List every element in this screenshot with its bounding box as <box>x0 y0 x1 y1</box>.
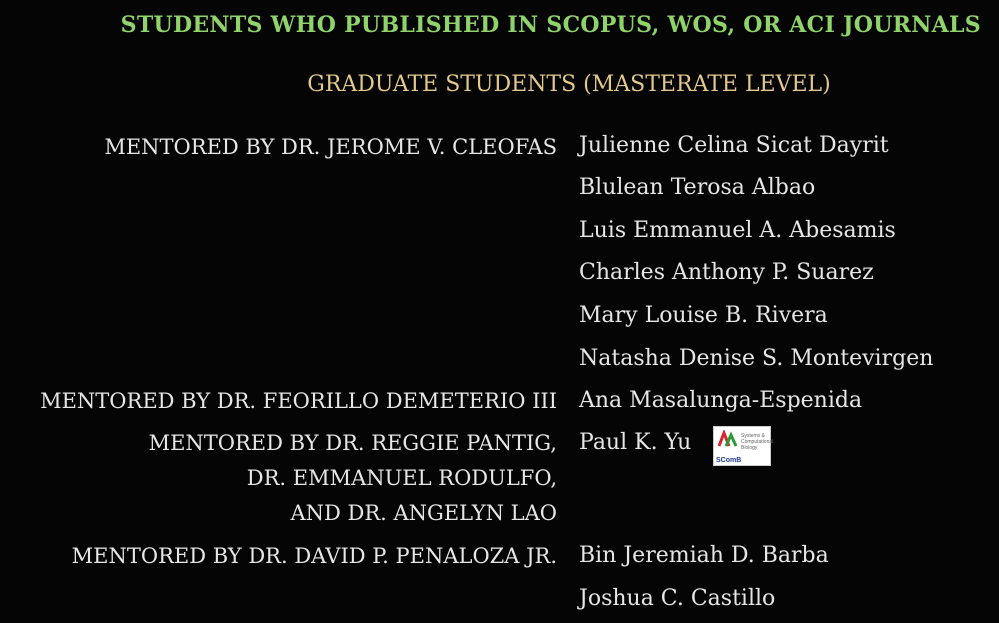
page-title: STUDENTS WHO PUBLISHED IN SCOPUS, WOS, OR ACI JOURNALS <box>120 12 981 38</box>
section-subtitle: GRADUATE STUDENTS (MASTERATE LEVEL) <box>307 72 831 97</box>
mentor-label-cleofas: MENTORED BY DR. JEROME V. CLEOFAS <box>104 135 557 159</box>
student-name: Joshua C. Castillo <box>579 586 776 611</box>
student-name: Ana Masalunga-Espenida <box>579 388 863 413</box>
student-name: Charles Anthony P. Suarez <box>579 260 874 285</box>
student-name: Bin Jeremiah D. Barba <box>579 543 829 568</box>
student-name: Natasha Denise S. Montevirgen <box>579 346 934 371</box>
scomb-logo-text: Systems & Computational Biology <box>741 433 774 451</box>
scomb-logo-mark <box>717 430 739 452</box>
student-name: Paul K. Yu <box>579 430 692 455</box>
student-name: Mary Louise B. Rivera <box>579 303 828 328</box>
mentor-label-pantig-rodulfo-lao: MENTORED BY DR. REGGIE PANTIG, DR. EMMANUEL RODULFO, AND DR. ANGELYN LAO <box>148 431 557 525</box>
student-name: Julienne Celina Sicat Dayrit <box>579 133 889 158</box>
mentor-label-demeterio: MENTORED BY DR. FEORILLO DEMETERIO III <box>40 389 557 413</box>
mentor-label-penaloza: MENTORED BY DR. DAVID P. PENALOZA JR. <box>71 544 557 568</box>
student-name: Blulean Terosa Albao <box>579 175 816 200</box>
scomb-logo <box>713 426 774 466</box>
scomb-logo-abbr: SComB <box>716 457 742 464</box>
student-name: Luis Emmanuel A. Abesamis <box>579 218 896 243</box>
